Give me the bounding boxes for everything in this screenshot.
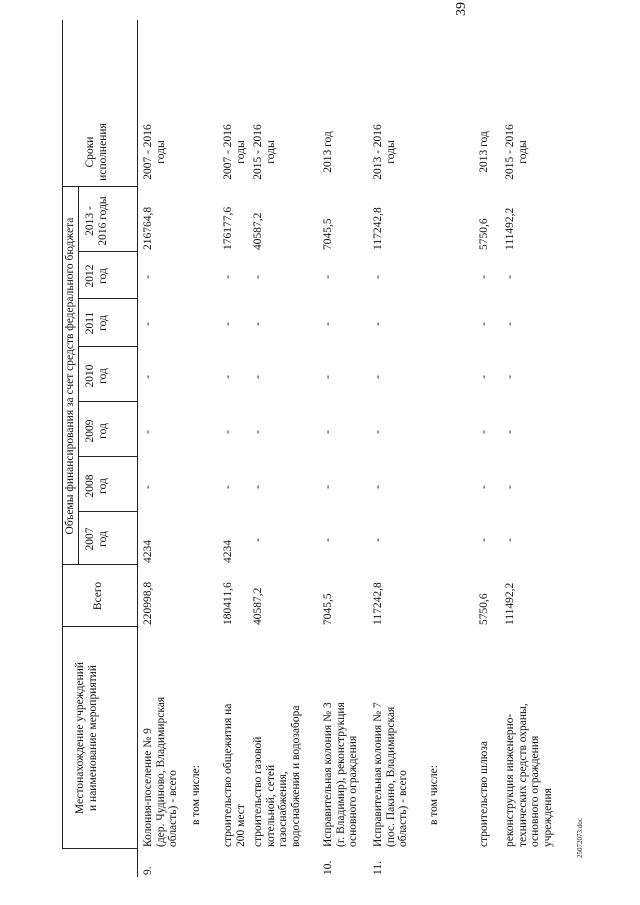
row-value-y2013_2016: 117242,8 — [372, 207, 384, 250]
row-value-y2012: - — [478, 275, 490, 279]
header-location: Местонахождение учреждений и наименование мероприятий — [74, 661, 99, 815]
funding-group-underline — [78, 187, 79, 565]
document-reference: 25072073.doc — [576, 818, 584, 858]
row-value-y2011: - — [478, 322, 490, 326]
row-deadline: 2013 - 2016 годы — [372, 124, 397, 180]
row-name: строительство общежития на 200 мест — [222, 703, 247, 847]
row-value-y2011: - — [372, 322, 384, 326]
row-value-y2007: - — [252, 538, 264, 542]
row-value-y2010: - — [222, 375, 234, 379]
row-value-y2007: - — [322, 538, 334, 542]
row-value-y2008: - — [322, 485, 334, 489]
row-total: 111492,2 — [504, 582, 516, 625]
row-value-y2010: - — [504, 375, 516, 379]
header-column-divider — [62, 848, 137, 849]
row-total: 180411,6 — [222, 582, 234, 625]
row-value-y2012: - — [252, 275, 264, 279]
header-year: 2010 год — [84, 364, 109, 388]
row-deadline: 2007 - 2016 годы — [142, 124, 167, 180]
row-value-y2010: - — [478, 375, 490, 379]
row-value-y2013_2016: 216764,8 — [142, 206, 154, 250]
row-value-y2009: - — [322, 430, 334, 434]
header-funding-group: Объемы финансирования за счет средств федерального бюджета — [64, 217, 76, 535]
row-deadline: 2013 год — [322, 131, 334, 173]
header-total: Всего — [92, 581, 104, 611]
row-value-y2013_2016: 111492,2 — [504, 207, 516, 250]
row-deadline: 2015 - 2016 годы — [252, 124, 277, 180]
row-value-y2011: - — [252, 322, 264, 326]
row-value-y2007: - — [504, 538, 516, 542]
row-name: строительство шлюза — [478, 741, 490, 847]
row-value-y2009: - — [142, 430, 154, 434]
row-value-y2008: - — [142, 485, 154, 489]
row-name: Колония-поселение № 9 (дер. Чудиново, Владимирская область) - всего — [142, 696, 179, 847]
row-value-y2007: 4234 — [142, 540, 154, 563]
page-number: 39 — [454, 2, 469, 16]
header-year: 2011 год — [84, 311, 109, 335]
row-value-y2011: - — [142, 322, 154, 326]
row-value-y2010: - — [322, 375, 334, 379]
row-value-y2008: - — [478, 485, 490, 489]
row-value-y2009: - — [504, 430, 516, 434]
row-value-y2009: - — [222, 430, 234, 434]
row-total: 117242,8 — [372, 582, 384, 625]
row-value-y2008: - — [222, 485, 234, 489]
row-value-y2012: - — [222, 275, 234, 279]
row-name: строительство газовой котельной, сетей газоснабжения, водоснабжения и водозабора — [252, 705, 302, 847]
row-deadline: 2007 - 2016 годы — [222, 124, 247, 180]
row-name: реконструкция инженерно- технических средств охраны, основного ограждения учреждения — [504, 703, 554, 847]
funding-table — [62, 20, 579, 877]
row-subheading: в том числе: — [190, 765, 202, 825]
header-bottom-border — [137, 20, 138, 877]
row-total: 40587,2 — [252, 587, 264, 625]
row-value-y2007: - — [478, 538, 490, 542]
header-column-divider — [62, 626, 137, 627]
row-deadline: 2015 - 2016 годы — [504, 124, 529, 180]
row-deadline: 2013 год — [478, 131, 490, 173]
row-value-y2013_2016: 176177,6 — [222, 206, 234, 250]
header-deadline: Сроки исполнения — [84, 123, 109, 181]
row-value-y2013_2016: 5750,6 — [478, 218, 490, 250]
row-value-y2007: 4234 — [222, 540, 234, 563]
row-total: 220998,8 — [142, 581, 154, 625]
row-value-y2009: - — [478, 430, 490, 434]
row-value-y2007: - — [372, 538, 384, 542]
row-value-y2011: - — [322, 322, 334, 326]
row-value-y2012: - — [372, 275, 384, 279]
header-top-border — [62, 20, 63, 849]
row-number: 9. — [142, 866, 154, 875]
row-value-y2013_2016: 40587,2 — [252, 212, 264, 250]
row-value-y2011: - — [222, 322, 234, 326]
row-name: Исправительная колония № 7 (пос. Пакино, Владимирская область) - всего — [372, 702, 409, 847]
row-value-y2009: - — [372, 430, 384, 434]
row-value-y2008: - — [252, 485, 264, 489]
header-year: 2013 - 2016 годы — [84, 196, 109, 246]
header-year: 2009 год — [84, 419, 109, 443]
row-value-y2012: - — [504, 275, 516, 279]
row-value-y2010: - — [142, 375, 154, 379]
row-value-y2011: - — [504, 322, 516, 326]
row-name: Исправительная колония № 3 (г. Владимир), реконструкция основного ограждения — [322, 702, 359, 847]
row-number: 11. — [372, 861, 384, 875]
row-total: 5750,6 — [478, 593, 490, 625]
row-value-y2010: - — [252, 375, 264, 379]
row-value-y2012: - — [142, 275, 154, 279]
row-number: 10. — [322, 860, 334, 875]
row-value-y2008: - — [504, 485, 516, 489]
row-value-y2010: - — [372, 375, 384, 379]
row-value-y2009: - — [252, 430, 264, 434]
row-subheading: в том числе: — [428, 765, 440, 825]
header-year: 2007 год — [84, 527, 109, 551]
header-year: 2008 год — [84, 474, 109, 498]
row-value-y2008: - — [372, 485, 384, 489]
row-value-y2013_2016: 7045,5 — [322, 218, 334, 250]
header-year: 2012 год — [84, 264, 109, 288]
row-total: 7045,5 — [322, 593, 334, 625]
row-value-y2012: - — [322, 275, 334, 279]
